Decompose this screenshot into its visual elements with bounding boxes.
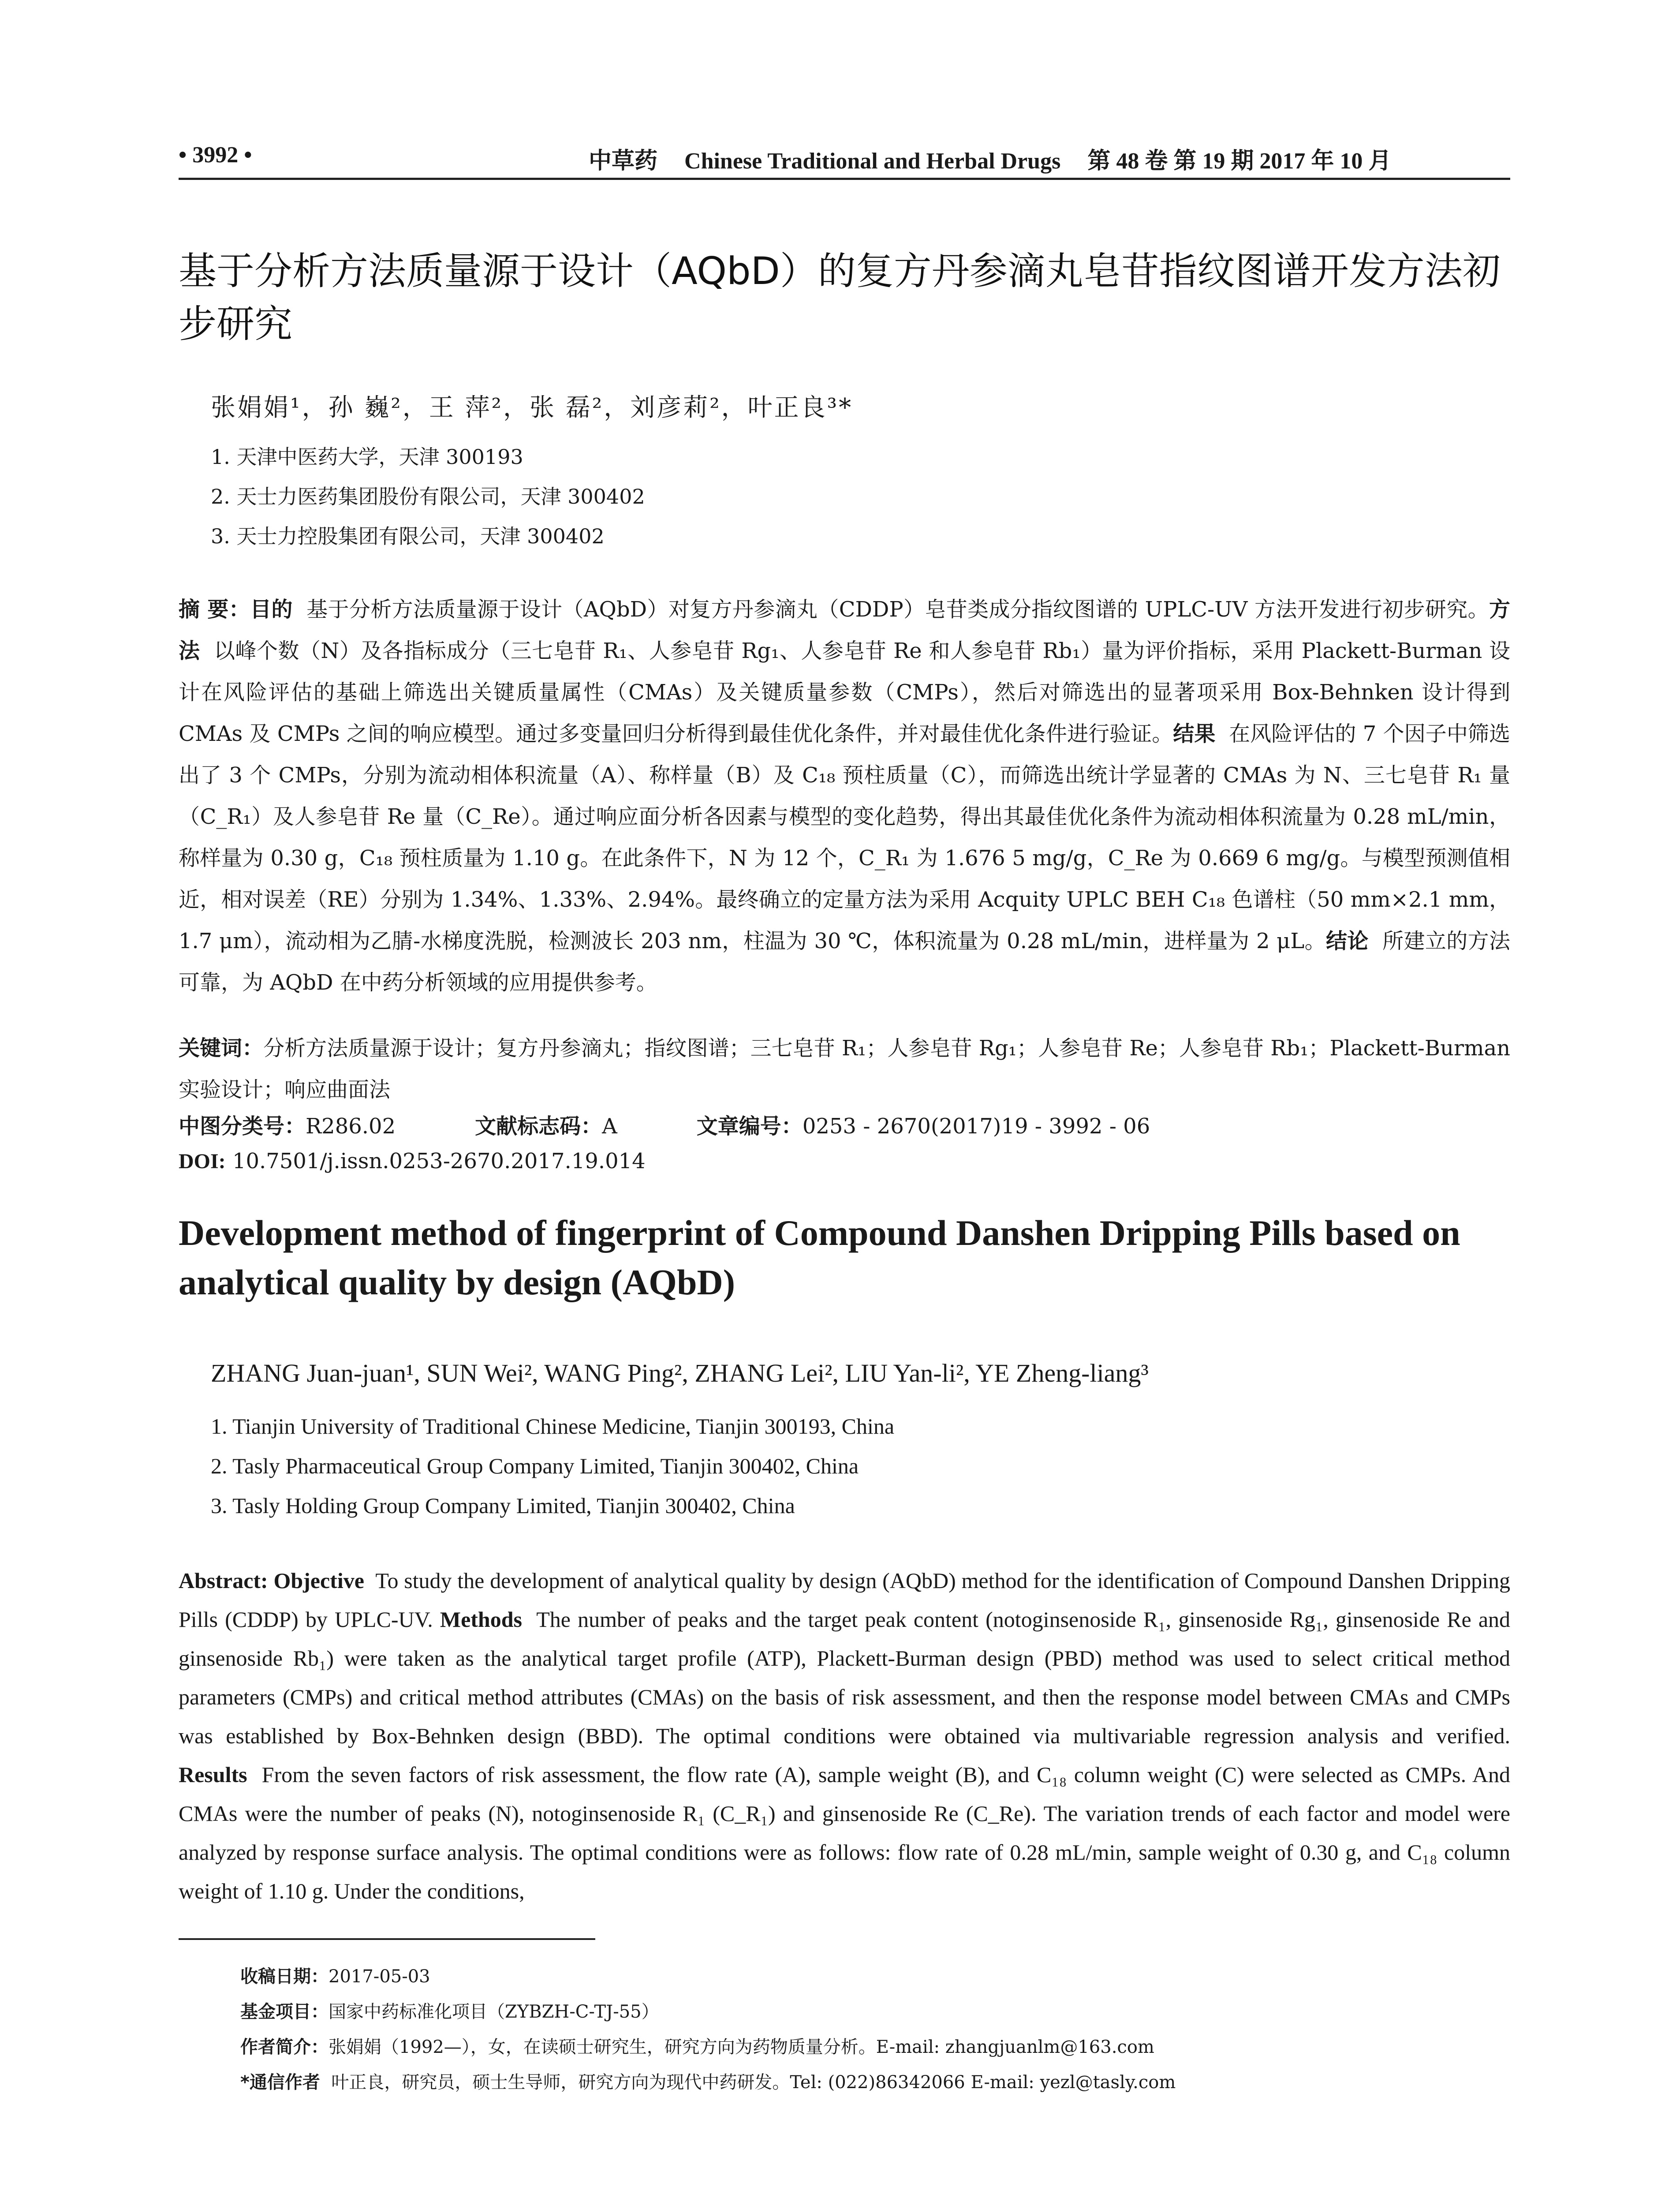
article-no-value: 0253 - 2670(2017)19 - 3992 - 06 — [802, 1114, 1150, 1139]
keywords-cn-label: 关键词： — [179, 1036, 264, 1061]
running-header — [179, 142, 1510, 177]
methods-en-label: Methods — [440, 1607, 522, 1632]
title-cn: 基于分析方法质量源于设计（AQbD）的复方丹参滴丸皂苷指纹图谱开发方法初步研究 — [179, 249, 1501, 346]
conclusion-cn: 所建立的方法可靠，为 AQbD 在中药分析领域的应用提供参考。 — [179, 929, 1510, 995]
keywords-cn — [179, 1028, 1510, 1110]
authors-en: ZHANG Juan-juan¹, SUN Wei², WANG Ping², ZHANG Lei², LIU Yan-li², YE Zheng-liang³ — [211, 1359, 1149, 1387]
affiliation-en-3: 3. Tasly Holding Group Company Limited, Tianjin 300402, China — [211, 1493, 795, 1518]
clc-label: 中图分类号： — [179, 1114, 306, 1139]
affiliation-en-1: 1. Tianjin University of Traditional Chinese Medicine, Tianjin 300193, China — [211, 1414, 895, 1439]
received-label: 收稿日期： — [240, 1966, 329, 1987]
doi-line — [179, 1149, 646, 1174]
footnote-corresponding — [240, 2068, 1176, 2093]
article-no-label: 文章编号： — [696, 1114, 803, 1139]
footnote-author — [240, 2033, 1154, 2058]
results-cn-label: 结果 — [1173, 721, 1216, 746]
author-bio-label: 作者简介： — [240, 2037, 329, 2057]
methods-cn: 以峰个数（N）及各指标成分（三七皂苷 R₁、人参皂苷 Rg₁、人参皂苷 Re 和人参皂苷 Rb₁）量为评价指标，采用 Plackett-Burman 设计在风险评估的基础上筛选出关键质量属性（CMAs）及关键质量参数（CMPs），然后对筛选出的显著项采用 Box-Behnken 设计得到 CMAs 及 CMPs 之间的响应模型。通过多变量回归分析得到最佳优化条件，并对最佳优化条件进行验证。 — [179, 639, 1510, 746]
journal-info — [589, 142, 1391, 175]
methods-cn-label: 方法 — [179, 597, 1510, 663]
results-en: From the seven factors of risk assessment, the flow rate (A), sample weight (B), and C₁₈ column weight (C) were selected as CMPs. And CMAs were the number of peaks (N), notoginsenoside R₁ (C_R₁) and ginsenoside Re (C_Re). The variation trends of each factor and model were analyzed by response surface analysis. The optimal conditions were as follows: flow rate of 0.28 mL/min, sample weight of 0.30 g, and C₁₈ column weight of 1.10 g. Under the conditions, — [179, 1762, 1511, 1903]
page-number: • 3992 • — [179, 142, 252, 168]
fund-label: 基金项目： — [240, 2002, 329, 2022]
doc-code-value: A — [602, 1114, 617, 1139]
keywords-cn-text: 分析方法质量源于设计；复方丹参滴丸；指纹图谱；三七皂苷 R₁；人参皂苷 Rg₁；人参皂苷 Re；人参皂苷 Rb₁；Plackett-Burman 实验设计；响应曲面法 — [179, 1036, 1510, 1102]
affiliation-en-2: 2. Tasly Pharmaceutical Group Company Limited, Tianjin 300402, China — [211, 1454, 859, 1478]
doc-code-label: 文献标志码： — [475, 1114, 602, 1139]
footnote-received — [240, 1962, 430, 1988]
abstract-en — [179, 1561, 1510, 1910]
received-value: 2017-05-03 — [329, 1966, 430, 1987]
journal-name-cn: 中草药 — [589, 147, 658, 174]
objective-en: To study the development of analytical quality by design (AQbD) method for the identification of Compound Danshen Dripping Pills (CDDP) by UPLC-UV. — [179, 1568, 1510, 1632]
corresponding-value: 叶正良，研究员，硕士生导师，研究方向为现代中药研发。Tel: (022)86342066 E-mail: yezl@tasly.com — [331, 2072, 1176, 2093]
fund-value: 国家中药标准化项目（ZYBZH-C-TJ-55） — [329, 2002, 659, 2022]
journal-name-en: Chinese Traditional and Herbal Drugs — [684, 149, 1061, 174]
objective-cn-label: 目的 — [250, 597, 293, 622]
corresponding-label: *通信作者 — [240, 2072, 320, 2093]
objective-cn: 基于分析方法质量源于设计（AQbD）对复方丹参滴丸（CDDP）皂苷类成分指纹图谱的 UPLC-UV 方法开发进行初步研究。 — [306, 597, 1489, 622]
doi-value: 10.7501/j.issn.0253-2670.2017.19.014 — [232, 1149, 646, 1174]
author-bio-value: 张娟娟（1992—），女，在读硕士研究生，研究方向为药物质量分析。E-mail: zhangjuanlm@163.com — [329, 2037, 1154, 2057]
clc-value: R286.02 — [306, 1114, 396, 1139]
affiliation-cn-1: 1. 天津中医药大学，天津 300193 — [211, 445, 523, 469]
results-cn: 在风险评估的 7 个因子中筛选出了 3 个 CMPs，分别为流动相体积流量（A）、称样量（B）及 C₁₈ 预柱质量（C），而筛选出统计学显著的 CMAs 为 N、三七皂苷 R₁ 量（C_R₁）及人参皂苷 Re 量（C_Re）。通过响应面分析各因素与模型的变化趋势，得出其最佳优化条件为流动相体积流量为 0.28 mL/min，称样量为 0.30 g，C₁₈ 预柱质量为 1.10 g。在此条件下，N 为 12 个，C_R₁ 为 1.676 5 mg/g，C_Re 为 0.669 6 mg/g。与模型预测值相近，相对误差（RE）分别为 1.34%、1.33%、2.94%。最终确立的定量方法为采用 Acquity UPLC BEH C₁₈ 色谱柱（50 mm×2.1 mm，1.7 μm），流动相为乙腈-水梯度洗脱，检测波长 203 nm，柱温为 30 ℃，体积流量为 0.28 mL/min，进样量为 2 μL。 — [179, 721, 1511, 953]
abstract-en-label: Abstract: Objective — [179, 1568, 364, 1593]
title-en: Development method of fingerprint of Compound Danshen Dripping Pills based on analytical quality by design (AQbD) — [179, 1213, 1460, 1302]
doi-label: DOI: — [179, 1150, 226, 1173]
affiliation-cn-2: 2. 天士力医药集团股份有限公司，天津 300402 — [211, 485, 645, 508]
results-en-label: Results — [179, 1762, 247, 1787]
abstract-cn-label: 摘 要： — [179, 597, 250, 622]
footnote-rule — [179, 1938, 595, 1940]
classification-line — [179, 1109, 1150, 1140]
conclusion-cn-label: 结论 — [1326, 929, 1369, 953]
issue-info: 第 48 卷 第 19 期 2017 年 10 月 — [1087, 149, 1392, 174]
affiliation-cn-3: 3. 天士力控股集团有限公司，天津 300402 — [211, 524, 605, 548]
authors-cn: 张娟娟¹，孙 巍²，王 萍²，张 磊²，刘彦莉²，叶正良³* — [211, 393, 853, 422]
abstract-cn — [179, 589, 1510, 1003]
footnote-fund — [240, 1998, 659, 2023]
methods-en: The number of peaks and the target peak content (notoginsenoside R₁, ginsenoside Rg₁, ginsenoside Re and ginsenoside Rb₁) were taken as the analytical target profile (ATP), Plackett-Burman design (PBD) method was used to select critical method parameters (CMPs) and critical method attributes (CMAs) on the basis of risk assessment, and then the response model between CMAs and CMPs was established by Box-Behnken design (BBD). The optimal conditions were obtained via multivariable regression analysis and verified. — [179, 1607, 1511, 1748]
header-rule — [179, 178, 1510, 180]
